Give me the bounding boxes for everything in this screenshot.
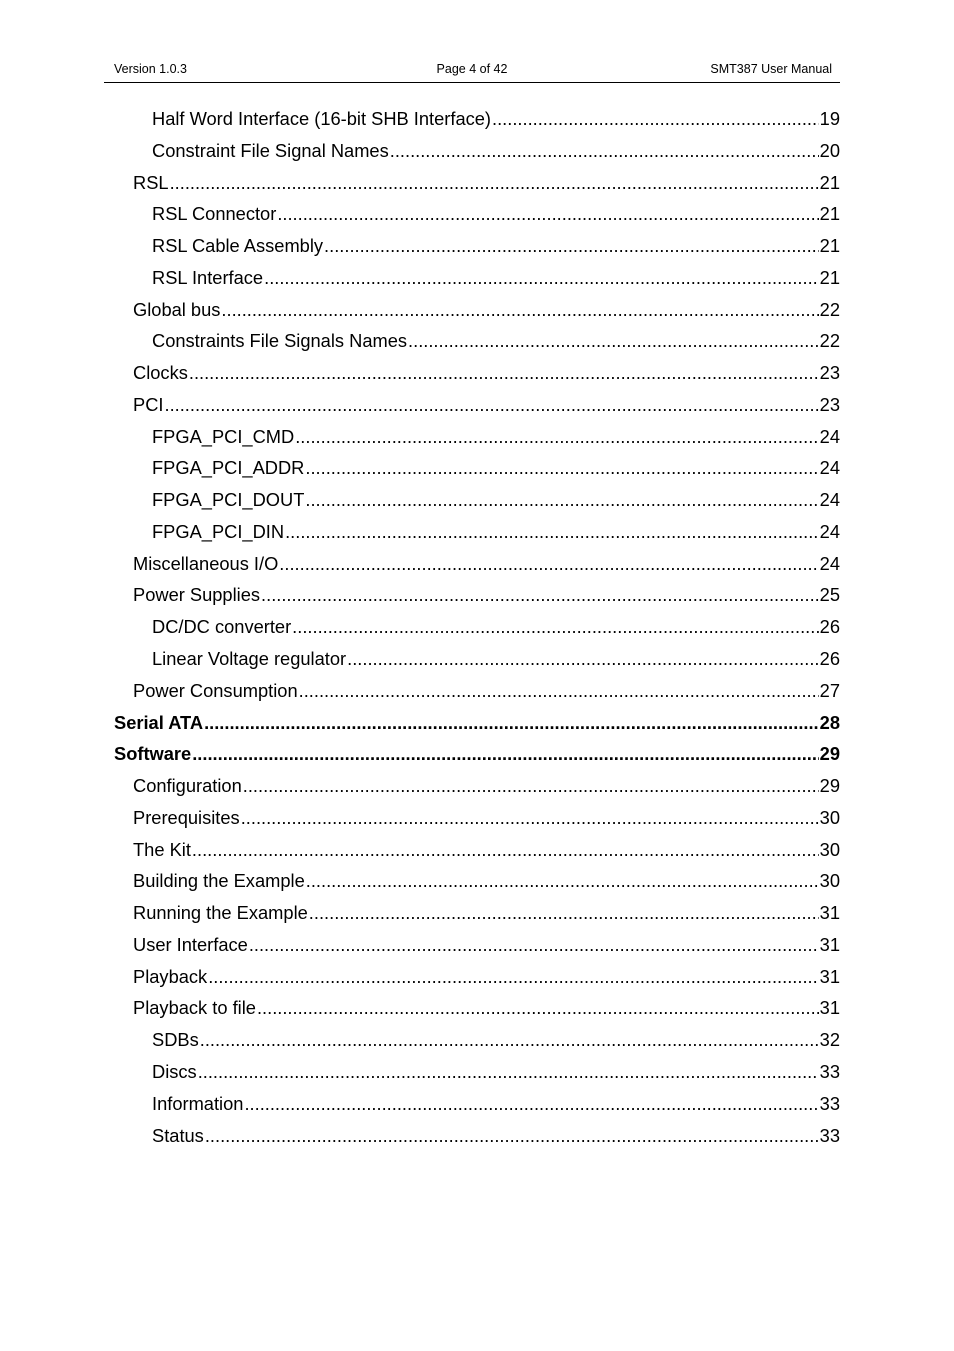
toc-entry-page: 33: [819, 1124, 840, 1146]
toc-dot-leader: [189, 357, 819, 389]
toc-entry[interactable]: [0, 135, 954, 167]
toc-entry[interactable]: [0, 865, 954, 897]
toc-entry[interactable]: [0, 230, 954, 262]
toc-dot-leader: [408, 325, 819, 357]
toc-entry-page: 23: [819, 362, 840, 384]
toc-entry-title: FPGA_PCI_DIN: [152, 520, 285, 542]
toc-entry-title: Miscellaneous I/O: [133, 552, 279, 574]
toc-dot-leader: [244, 1088, 818, 1120]
toc-entry-title: User Interface: [133, 933, 248, 955]
toc-entry-title: Playback to file: [133, 997, 256, 1019]
toc-entry-title: Prerequisites: [133, 806, 240, 828]
toc-dot-leader: [170, 167, 819, 199]
toc-dot-leader: [164, 389, 818, 421]
toc-entry-page: 30: [819, 806, 840, 828]
toc-entry-title: Software: [114, 743, 192, 765]
toc-entry-title: The Kit: [133, 838, 191, 860]
manual-title: SMT387 User Manual: [710, 62, 832, 76]
toc-dot-leader: [390, 135, 819, 167]
toc-entry-title: Constraints File Signals Names: [152, 330, 408, 352]
toc-entry[interactable]: [0, 802, 954, 834]
toc-entry-page: 26: [819, 616, 840, 638]
toc-entry[interactable]: [0, 548, 954, 580]
toc-entry-title: DC/DC converter: [152, 616, 292, 638]
toc-entry-page: 33: [819, 1092, 840, 1114]
toc-entry[interactable]: [0, 897, 954, 929]
toc-entry[interactable]: [0, 707, 954, 739]
toc-entry-page: 20: [819, 139, 840, 161]
toc-entry[interactable]: [0, 675, 954, 707]
toc-dot-leader: [204, 707, 819, 739]
toc-entry-page: 24: [819, 425, 840, 447]
toc-entry-page: 19: [819, 108, 840, 129]
toc-entry-title: RSL: [133, 171, 169, 193]
toc-entry[interactable]: [0, 992, 954, 1024]
toc-entry-page: 29: [819, 775, 840, 797]
toc-entry-page: 22: [819, 298, 840, 320]
toc-dot-leader: [295, 421, 818, 453]
toc-entry[interactable]: [0, 579, 954, 611]
toc-dot-leader: [277, 198, 818, 230]
toc-entry-page: 28: [819, 711, 840, 733]
toc-dot-leader: [305, 484, 818, 516]
toc-entry-page: 26: [819, 648, 840, 670]
table-of-contents: [0, 103, 954, 1151]
toc-entry-page: 21: [819, 171, 840, 193]
toc-entry-title: PCI: [133, 393, 164, 415]
toc-entry-page: 22: [819, 330, 840, 352]
toc-entry[interactable]: [0, 961, 954, 993]
toc-entry-page: 24: [819, 457, 840, 479]
toc-dot-leader: [192, 834, 819, 866]
toc-entry-page: 30: [819, 838, 840, 860]
toc-dot-leader: [285, 516, 819, 548]
toc-entry-title: FPGA_PCI_DOUT: [152, 489, 305, 511]
toc-entry-page: 23: [819, 393, 840, 415]
page-number: Page 4 of 42: [436, 62, 508, 76]
toc-dot-leader: [221, 294, 818, 326]
toc-entry-page: 31: [819, 965, 840, 987]
toc-entry-page: 33: [819, 1060, 840, 1082]
toc-entry[interactable]: [0, 834, 954, 866]
version-label: Version 1.0.3: [114, 62, 187, 76]
toc-dot-leader: [264, 262, 819, 294]
toc-entry[interactable]: [0, 325, 954, 357]
toc-entry-title: Discs: [152, 1060, 197, 1082]
toc-dot-leader: [200, 1024, 819, 1056]
toc-entry[interactable]: [0, 1120, 954, 1152]
toc-entry-title: SDBs: [152, 1029, 199, 1051]
toc-entry-page: 29: [819, 743, 840, 765]
toc-entry[interactable]: [0, 1056, 954, 1088]
toc-entry-page: 31: [819, 902, 840, 924]
toc-entry-page: 24: [819, 552, 840, 574]
toc-entry[interactable]: [0, 643, 954, 675]
toc-entry-title: Running the Example: [133, 902, 308, 924]
toc-entry[interactable]: [0, 611, 954, 643]
toc-entry[interactable]: [0, 738, 954, 770]
toc-entry-page: 21: [819, 266, 840, 288]
toc-entry-title: Power Supplies: [133, 584, 261, 606]
toc-entry-page: 31: [819, 933, 840, 955]
toc-dot-leader: [257, 992, 819, 1024]
toc-entry-page: 27: [819, 679, 840, 701]
toc-entry-page: 30: [819, 870, 840, 892]
toc-dot-leader: [205, 1120, 819, 1152]
toc-entry-title: Clocks: [133, 362, 188, 384]
toc-dot-leader: [241, 802, 819, 834]
toc-entry[interactable]: [0, 770, 954, 802]
toc-entry-page: 25: [819, 584, 840, 606]
toc-dot-leader: [492, 103, 819, 135]
toc-entry-title: FPGA_PCI_ADDR: [152, 457, 305, 479]
toc-dot-leader: [198, 1056, 819, 1088]
toc-entry-title: Power Consumption: [133, 679, 298, 701]
toc-entry-title: Playback: [133, 965, 208, 987]
toc-entry-title: Status: [152, 1124, 204, 1146]
toc-entry[interactable]: [0, 421, 954, 453]
toc-entry-title: Global bus: [133, 298, 221, 320]
toc-entry[interactable]: [0, 452, 954, 484]
toc-dot-leader: [324, 230, 819, 262]
toc-entry-title: RSL Connector: [152, 203, 277, 225]
toc-entry[interactable]: [0, 1088, 954, 1120]
toc-entry-page: 31: [819, 997, 840, 1019]
toc-dot-leader: [279, 548, 818, 580]
toc-entry[interactable]: [0, 389, 954, 421]
toc-entry-title: Half Word Interface (16-bit SHB Interface): [152, 108, 492, 129]
toc-entry-page: 32: [819, 1029, 840, 1051]
toc-entry[interactable]: [0, 516, 954, 548]
toc-dot-leader: [306, 865, 819, 897]
toc-dot-leader: [249, 929, 819, 961]
toc-dot-leader: [309, 897, 819, 929]
toc-entry-page: 24: [819, 489, 840, 511]
toc-entry[interactable]: [0, 1024, 954, 1056]
toc-entry-title: FPGA_PCI_CMD: [152, 425, 295, 447]
toc-dot-leader: [292, 611, 818, 643]
toc-dot-leader: [243, 770, 819, 802]
toc-entry[interactable]: [0, 167, 954, 199]
toc-entry-title: Linear Voltage regulator: [152, 648, 347, 670]
toc-entry-page: 21: [819, 235, 840, 257]
toc-entry-title: Serial ATA: [114, 711, 204, 733]
toc-entry[interactable]: [0, 198, 954, 230]
toc-dot-leader: [299, 675, 819, 707]
toc-entry[interactable]: [0, 929, 954, 961]
toc-entry-page: 21: [819, 203, 840, 225]
toc-entry-title: Building the Example: [133, 870, 305, 892]
page-header: [104, 60, 840, 83]
toc-entry[interactable]: [0, 262, 954, 294]
toc-entry[interactable]: [0, 103, 954, 135]
toc-entry-title: RSL Cable Assembly: [152, 235, 324, 257]
toc-entry-title: Configuration: [133, 775, 242, 797]
toc-entry-title: RSL Interface: [152, 266, 264, 288]
toc-entry-title: Information: [152, 1092, 244, 1114]
toc-entry-page: 24: [819, 520, 840, 542]
toc-dot-leader: [208, 961, 818, 993]
toc-dot-leader: [192, 738, 818, 770]
toc-entry[interactable]: [0, 484, 954, 516]
toc-entry[interactable]: [0, 357, 954, 389]
toc-entry-title: Constraint File Signal Names: [152, 139, 389, 161]
toc-dot-leader: [305, 452, 818, 484]
toc-dot-leader: [347, 643, 819, 675]
toc-dot-leader: [261, 579, 819, 611]
toc-entry[interactable]: [0, 294, 954, 326]
